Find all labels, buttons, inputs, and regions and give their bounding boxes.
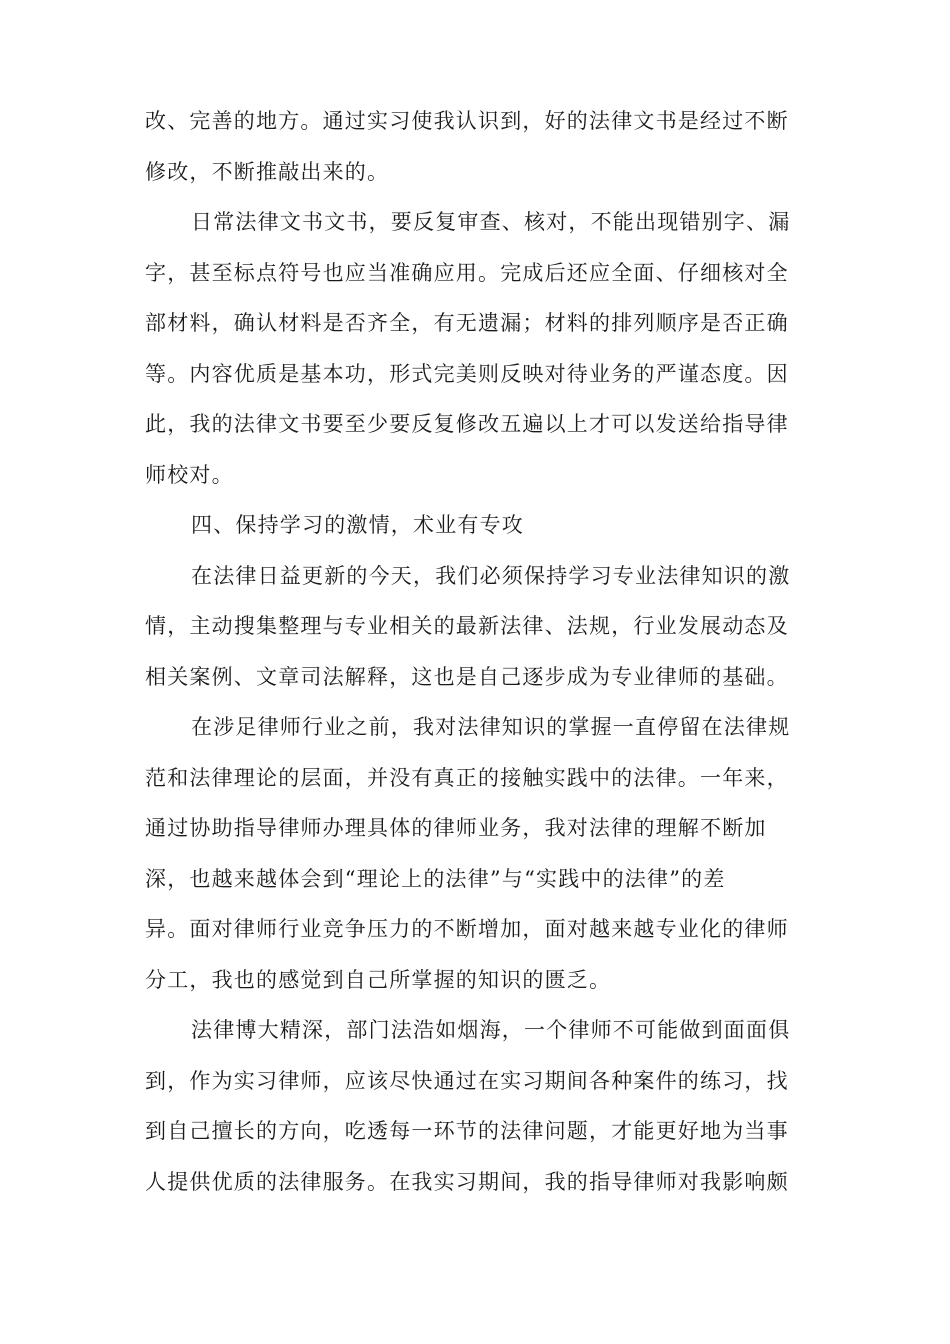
text-line: 师校对。 (145, 462, 234, 487)
text-line: 字，甚至标点符号也应当准确应用。完成后还应全面、仔细核对全 (145, 260, 789, 285)
text-line: 人提供优质的法律服务。在我实习期间，我的指导律师对我影响颇 (145, 1169, 789, 1194)
body-text (145, 96, 805, 1207)
text-line: 到自己擅长的方向，吃透每一环节的法律问题，才能更好地为当事 (145, 1119, 789, 1143)
text-line: 情，主动搜集整理与专业相关的最新法律、法规，行业发展动态及 (145, 614, 789, 638)
text-line: 此，我的法律文书要至少要反复修改五遍以上才可以发送给指导律 (145, 412, 789, 436)
paragraph-start-line: 日常法律文书文书，要反复审查、核对，不能出现错别字、漏 (191, 210, 791, 234)
text-line: 部材料，确认材料是否齐全，有无遗漏；材料的排列顺序是否正确 (145, 311, 789, 335)
paragraph-start-line: 在法律日益更新的今天，我们必须保持学习专业法律知识的激 (191, 563, 791, 588)
text-line: 范和法律理论的层面，并没有真正的接触实践中的法律。一年来， (145, 765, 789, 790)
text-line: 修改，不断推敲出来的。 (145, 159, 390, 184)
text-line: 到，作为实习律师，应该尽快通过在实习期间各种案件的练习，找 (145, 1068, 789, 1093)
paragraph-start-line: 在涉足律师行业之前，我对法律知识的掌握一直停留在法律规 (191, 715, 791, 739)
text-line: 改、完善的地方。通过实习使我认识到，好的法律文书是经过不断 (145, 109, 789, 133)
section-heading: 四、保持学习的激情，术业有专攻 (191, 513, 524, 537)
text-line: 相关案例、文章司法解释，这也是自己逐步成为专业律师的基础。 (145, 664, 789, 689)
text-line: 通过协助指导律师办理具体的律师业务，我对法律的理解不断加 (145, 816, 767, 840)
text-line: 深，也越来越体会到“理论上的法律”与“实践中的法律”的差 (145, 866, 726, 891)
text-line: 分工，我也的感觉到自己所掌握的知识的匮乏。 (145, 967, 612, 992)
text-line: 等。内容优质是基本功，形式完美则反映对待业务的严谨态度。因 (145, 361, 789, 386)
paragraph-start-line: 法律博大精深，部门法浩如烟海，一个律师不可能做到面面俱 (191, 1018, 791, 1042)
text-line: 异。面对律师行业竞争压力的不断增加，面对越来越专业化的律师 (145, 917, 789, 941)
